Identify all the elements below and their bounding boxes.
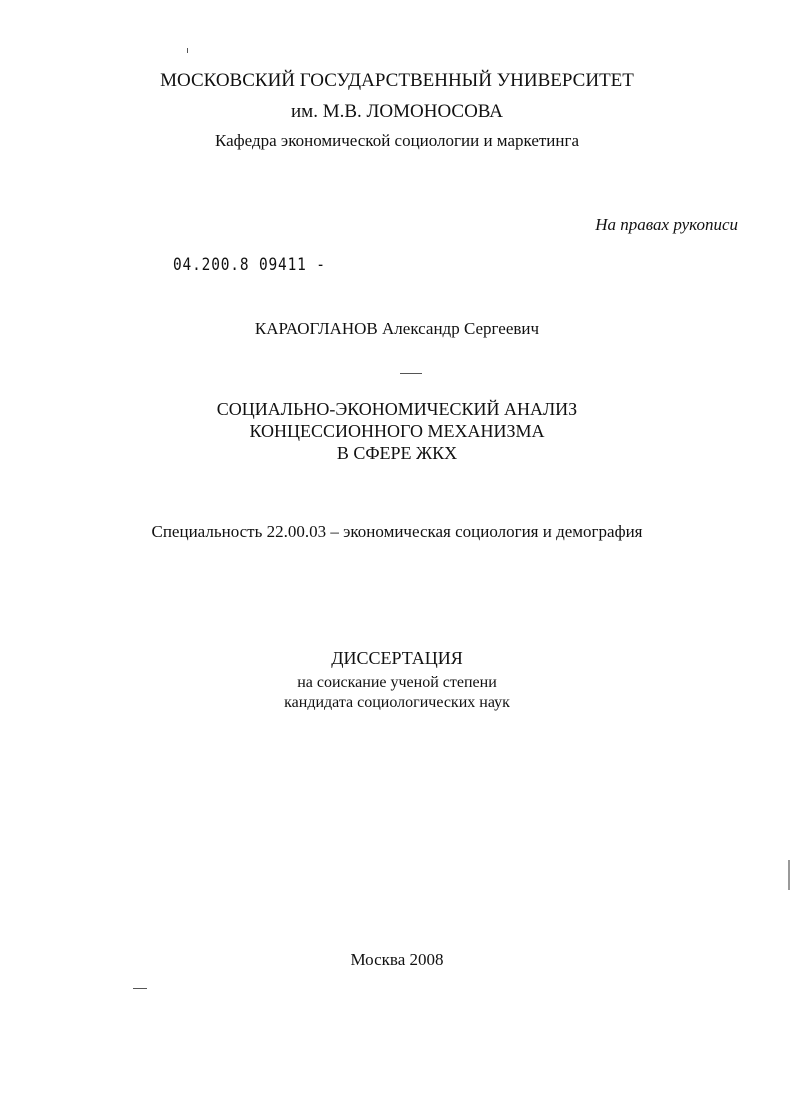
university-honorific: им. М.В. ЛОМОНОСОВА (291, 101, 503, 122)
title-line: В СФЕРЕ ЖКХ (336, 443, 458, 463)
degree-line: на соискание ученой степени (297, 674, 497, 691)
scan-speck (788, 860, 790, 890)
registration-stamp: 04.200.8 09411 - (173, 255, 326, 275)
title-line: КОНЦЕССИОННОГО МЕХАНИЗМА (249, 421, 545, 441)
scan-speck (400, 373, 422, 374)
manuscript-note: На правах рукописи (595, 215, 738, 234)
department: Кафедра экономической социологии и маркетинга (214, 131, 580, 150)
scan-speck (133, 988, 147, 989)
document-type: ДИССЕРТАЦИЯ (331, 648, 463, 668)
title-line: СОЦИАЛЬНО-ЭКОНОМИЧЕСКИЙ АНАЛИЗ (216, 399, 578, 419)
degree-line: кандидата социологических наук (284, 694, 510, 711)
dissertation-title (0, 398, 794, 464)
university-name: МОСКОВСКИЙ ГОСУДАРСТВЕННЫЙ УНИВЕРСИТЕТ (160, 70, 634, 91)
scan-speck (187, 48, 188, 53)
specialty: Специальность 22.00.03 – экономическая социология и демография (151, 522, 643, 541)
city-year: Москва 2008 (350, 950, 444, 969)
author-name: КАРАОГЛАНОВ Александр Сергеевич (254, 319, 540, 338)
